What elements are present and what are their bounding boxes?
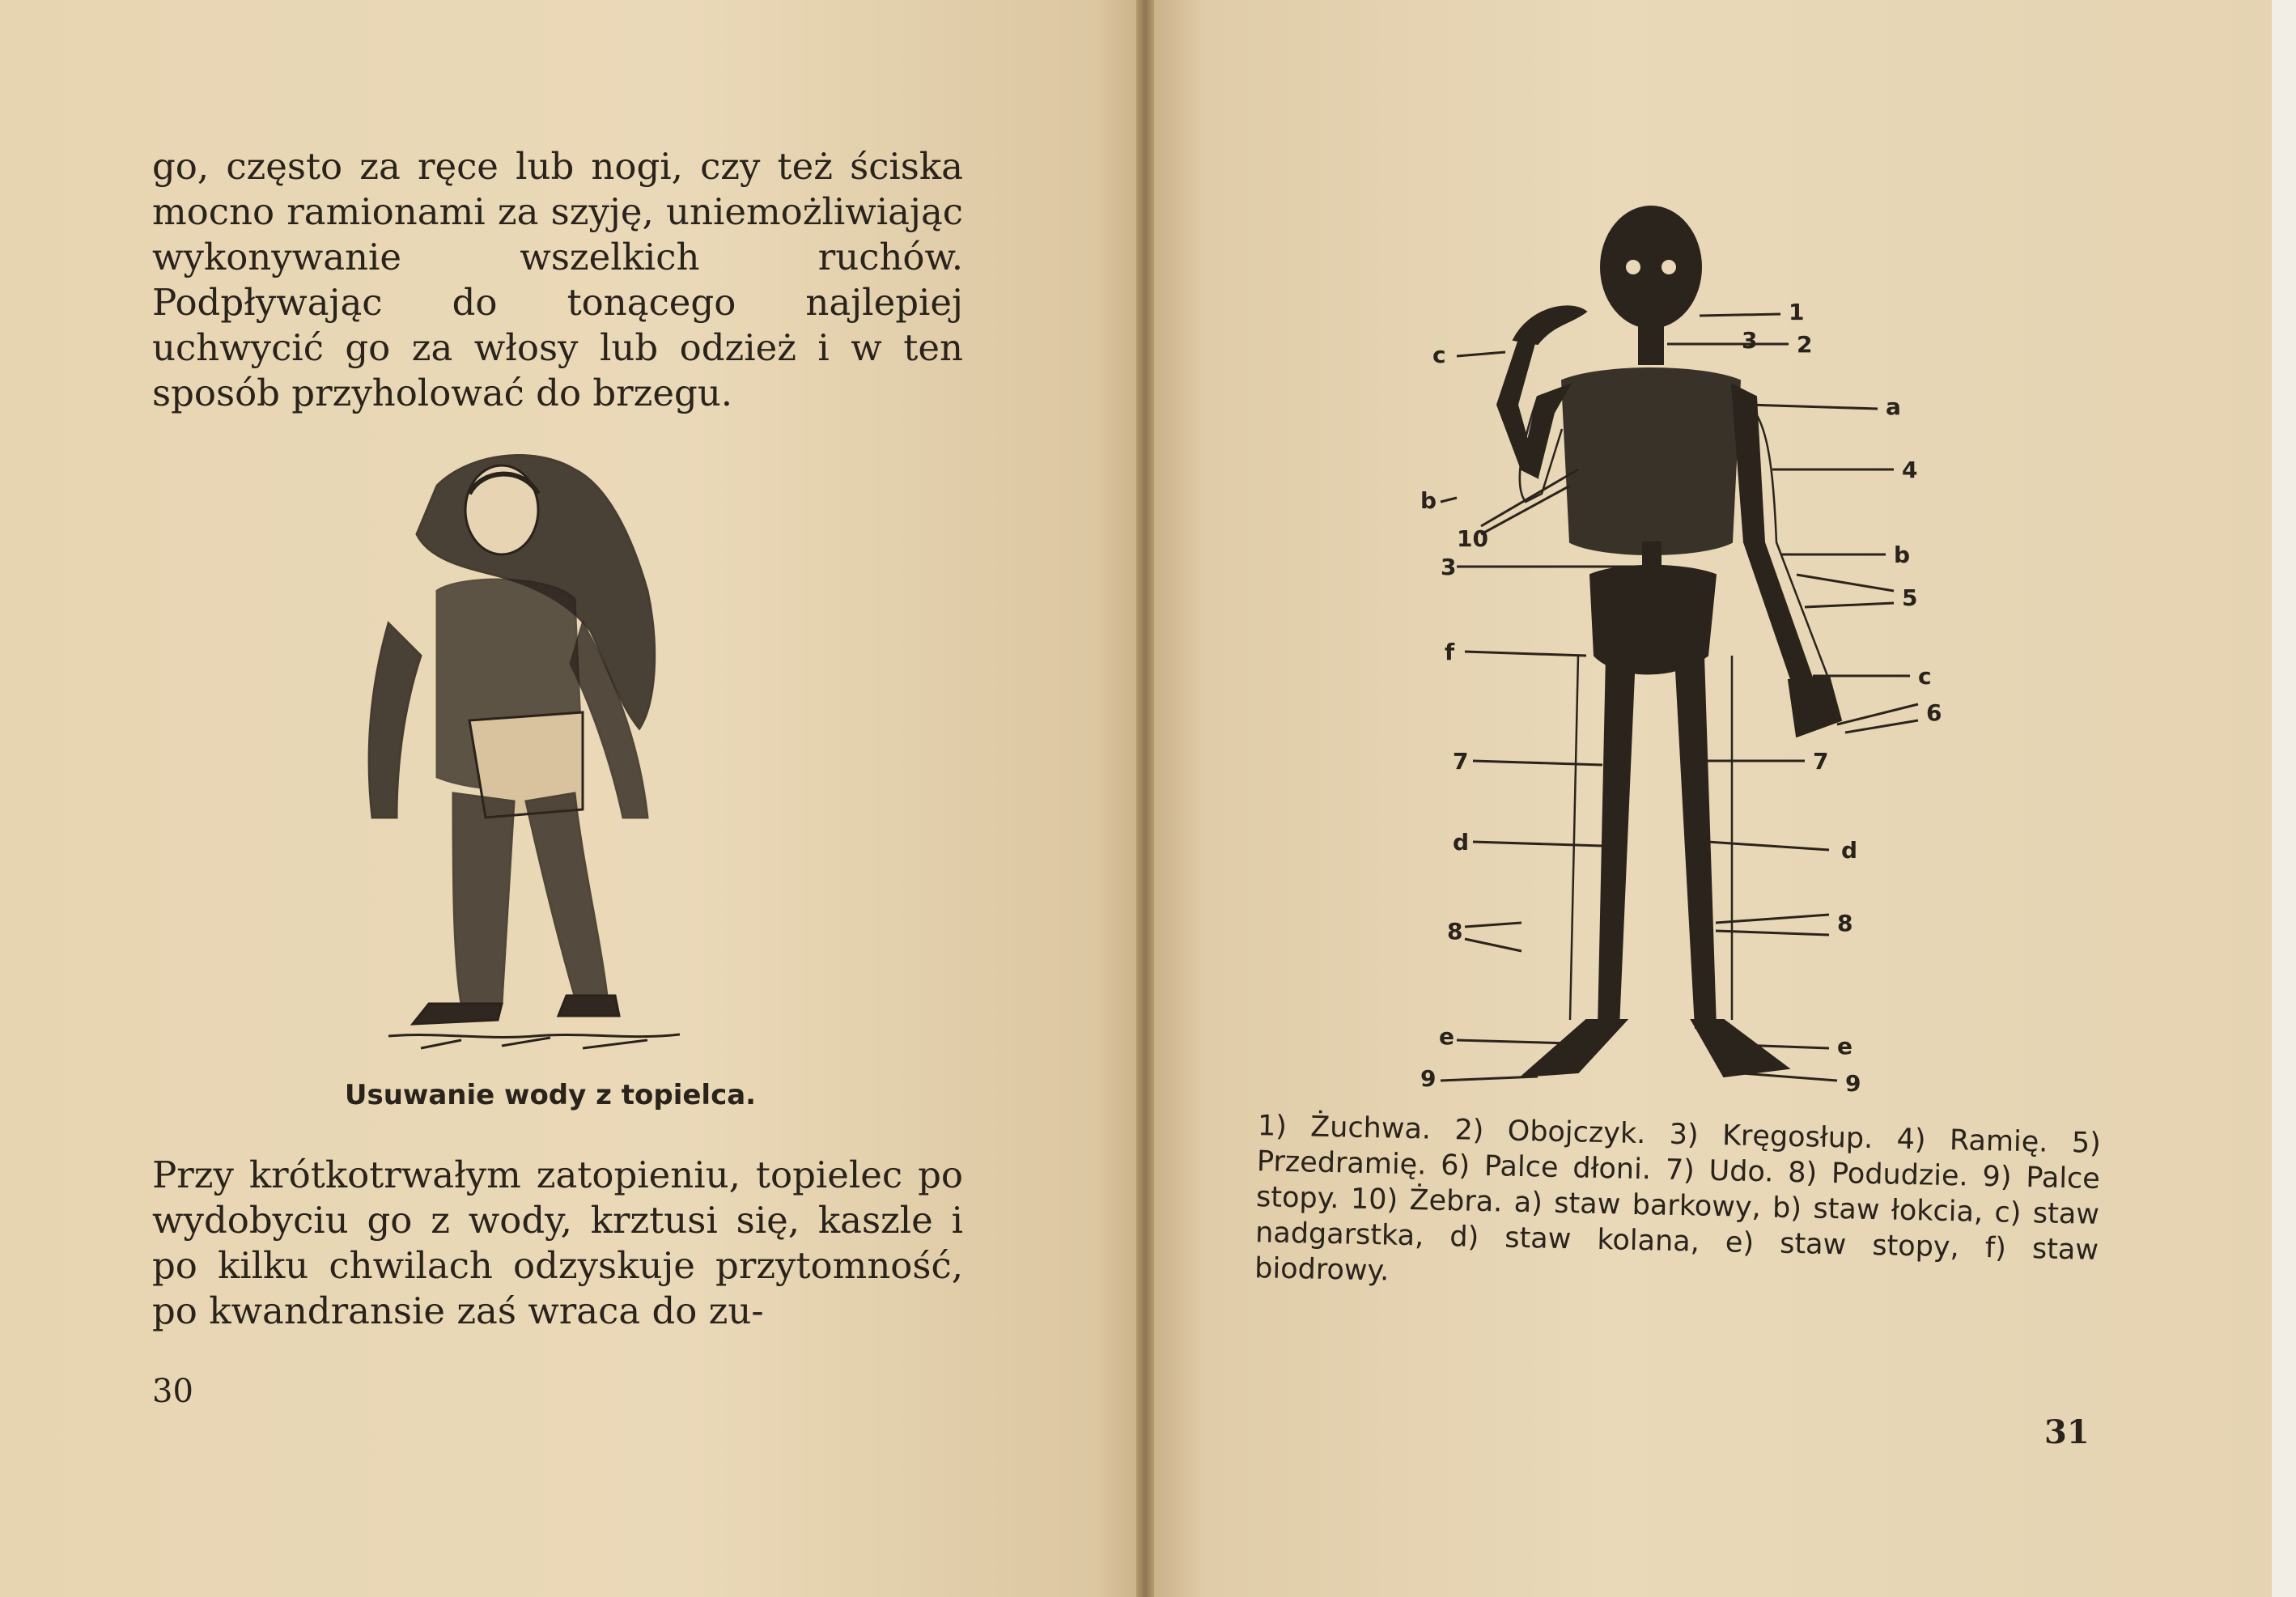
label-6: 6	[1926, 699, 1942, 726]
label-4: 4	[1902, 457, 1918, 483]
skeleton-diagram	[1376, 202, 2007, 1117]
label-b-left: b	[1420, 487, 1437, 514]
label-9-right: 9	[1845, 1070, 1861, 1097]
label-1: 1	[1789, 299, 1805, 325]
label-10: 10	[1457, 525, 1488, 552]
page-number-left: 30	[152, 1373, 193, 1410]
label-3-spine: 3	[1441, 554, 1457, 580]
label-a: a	[1886, 393, 1901, 420]
book-spine	[1136, 0, 1154, 1597]
label-d-left: d	[1453, 829, 1470, 856]
skeleton-legend: 1) Żuchwa. 2) Obojczyk. 3) Kręgosłup. 4) Ramię. 5) Przedramię. 6) Palce dłoni. 7) Udo. 8) Podudzie. 9) Palce stopy. 10) Żebra. a) staw barkowy, b) staw łokcia, c) staw nadgarstka, d) staw kolana, e) staw stopy, f) staw biodrowy.	[1254, 1110, 2102, 1288]
paragraph-bottom	[152, 1153, 963, 1334]
label-8-right: 8	[1837, 910, 1853, 937]
paragraph-top-text: go, często za ręce lub nogi, czy też ściska mocno ramionami za szyję, uniemożliwiając wykonywanie wszelkich ruchów. Podpływając do tonącego najlepiej uchwycić go za włosy lub odzież i w ten sposób przyholować do brzegu.	[152, 145, 963, 414]
label-b-right: b	[1894, 542, 1911, 568]
label-7-right: 7	[1813, 748, 1829, 775]
paragraph-top	[152, 144, 963, 416]
rescue-illustration	[340, 437, 761, 1077]
label-2: 2	[1797, 331, 1813, 358]
label-c-right: c	[1918, 663, 1932, 690]
label-e-right: e	[1837, 1033, 1853, 1060]
label-3-top: 3	[1742, 327, 1758, 354]
label-9-left: 9	[1420, 1065, 1437, 1092]
label-7-left: 7	[1453, 748, 1469, 775]
illustration-caption: Usuwanie wody z topielca.	[344, 1079, 757, 1111]
label-f: f	[1445, 639, 1455, 665]
paragraph-bottom-text: Przy krótkotrwałym zatopieniu, topielec po wydobyciu go z wody, krztusi się, kaszle i po kilku chwilach odzyskuje przytomność, po kwandransie zaś wraca do zu-	[152, 1153, 963, 1332]
background-edge	[2272, 0, 2296, 1597]
label-d-right: d	[1841, 837, 1858, 864]
label-e-left: e	[1439, 1023, 1454, 1050]
label-8-left: 8	[1447, 918, 1463, 945]
label-c-left: c	[1432, 342, 1446, 368]
label-5: 5	[1902, 584, 1918, 611]
page-number-right: 31	[2044, 1413, 2090, 1451]
